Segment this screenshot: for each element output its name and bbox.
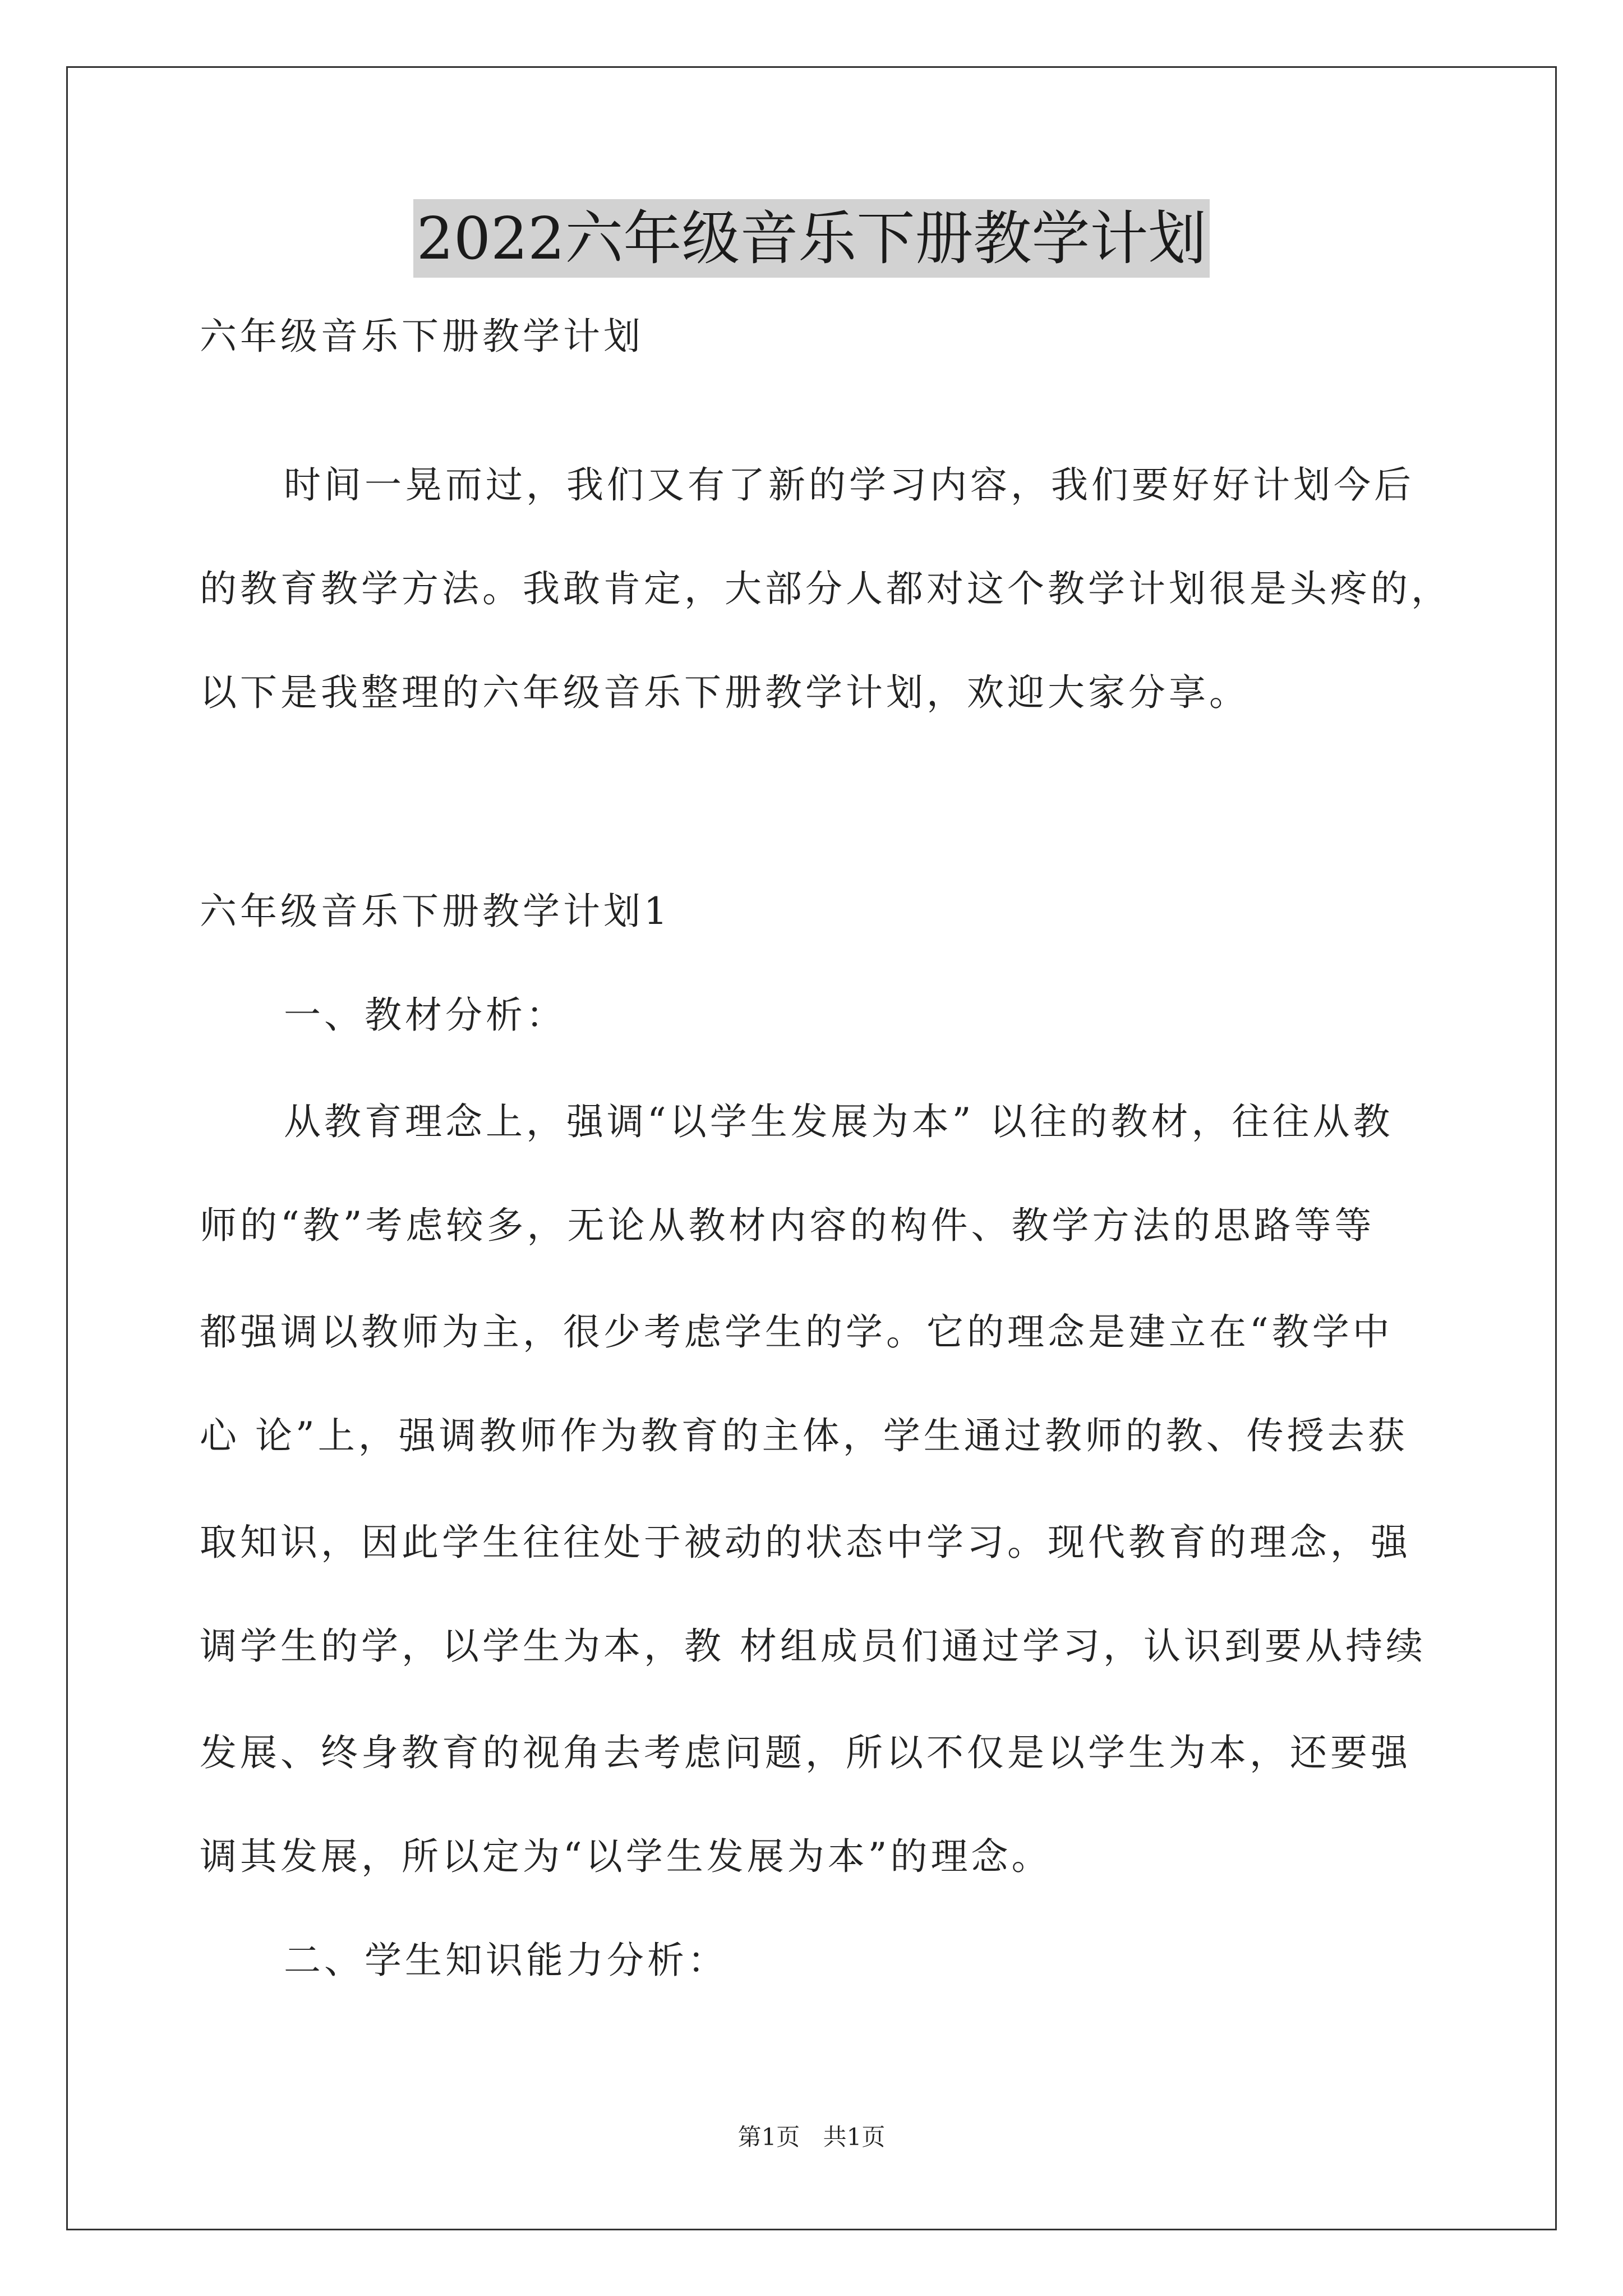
body-line: 调其发展，所以定为“以学生发展为本”的理念。	[200, 1835, 1052, 1878]
body-line: 调学生的学，以学生为本，教 材组成员们通过学习，认识到要从持续	[200, 1625, 1426, 1668]
body-line: 发展、终身教育的视角去考虑问题，所以不仅是以学生为本，还要强	[200, 1731, 1411, 1774]
body-line: 从教育理念上，强调“以学生发展为本” 以往的教材，往往从教	[284, 1100, 1394, 1143]
document-title: 2022六年级音乐下册教学计划	[413, 199, 1210, 278]
body-line: 的教育教学方法。我敢肯定，大部分人都对这个教学计划很是头疼的，	[200, 567, 1451, 610]
page-border	[66, 66, 1557, 2230]
body-line: 取知识，因此学生往往处于被动的状态中学习。现代教育的理念，强	[200, 1521, 1411, 1564]
body-line: 师的“教”考虑较多，无论从教材内容的构件、教学方法的思路等等	[200, 1204, 1375, 1247]
body-line: 都强调以教师为主，很少考虑学生的学。它的理念是建立在“教学中	[200, 1310, 1393, 1354]
page-footer	[0, 2120, 1623, 2154]
body-line: 时间一晃而过，我们又有了新的学习内容，我们要好好计划今后	[284, 463, 1414, 507]
page-number: 第1页	[737, 2123, 800, 2151]
page-total: 共1页	[823, 2123, 886, 2151]
title-container	[0, 199, 1623, 278]
section-heading: 六年级音乐下册教学计划	[200, 315, 644, 358]
subsection-heading: 二、学生知识能力分析：	[284, 1939, 728, 1982]
section-heading: 六年级音乐下册教学计划1	[200, 890, 671, 933]
subsection-heading: 一、教材分析：	[284, 993, 566, 1037]
body-line: 心 论”上，强调教师作为教育的主体，学生通过教师的教、传授去获	[200, 1414, 1408, 1457]
body-line: 以下是我整理的六年级音乐下册教学计划，欢迎大家分享。	[200, 671, 1249, 714]
